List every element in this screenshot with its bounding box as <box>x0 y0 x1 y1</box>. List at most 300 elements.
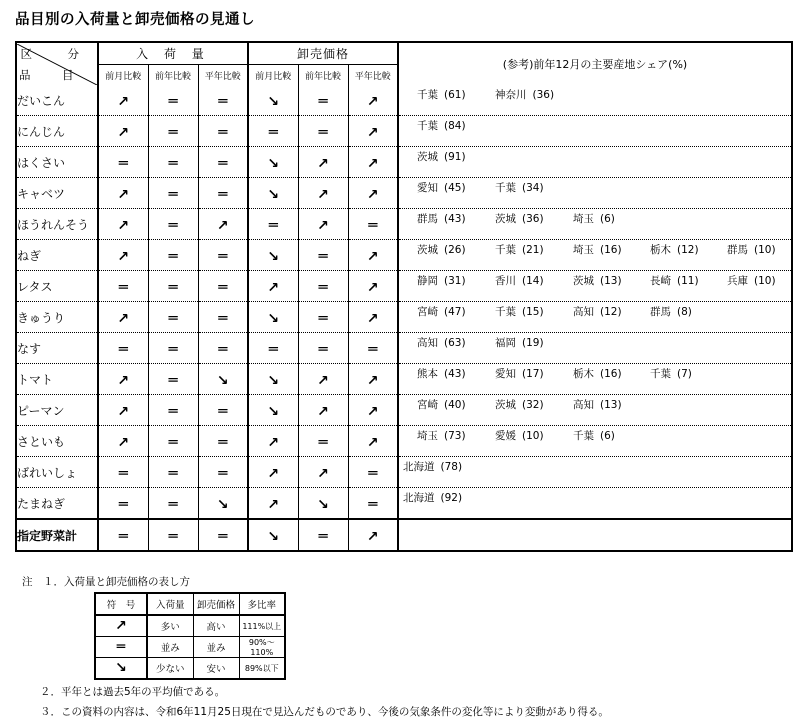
kubun-label: 区 分 <box>20 46 91 61</box>
share-prefecture: 長崎 <box>650 275 671 287</box>
price-normal-cell <box>348 395 398 426</box>
share-percent: (6) <box>600 213 615 225</box>
arrival-year-cell <box>148 85 198 116</box>
equal-icon: ═ <box>168 277 178 296</box>
share-entry <box>573 304 622 319</box>
table-row <box>16 488 792 520</box>
price-year-cell <box>298 85 348 116</box>
share-entry <box>417 87 466 102</box>
up-arrow-icon: ↗ <box>366 434 379 451</box>
up-arrow-icon: ↗ <box>366 372 379 389</box>
share-entry <box>573 273 622 288</box>
share-prefecture: 神奈川 <box>495 89 527 101</box>
note-3: ３．この資料の内容は、令和6年11月25日現在で見込んだものであり、今後の気象条件の変化等により変動があり得る。 <box>40 706 609 718</box>
up-arrow-icon: ↗ <box>317 186 329 203</box>
share-percent: (26) <box>444 244 466 256</box>
arrival-month-cell <box>98 395 148 426</box>
share-entry <box>417 366 466 381</box>
down-arrow-icon: ↘ <box>267 186 280 203</box>
share-percent: (92) <box>440 492 463 504</box>
arrival-year-cell <box>148 488 198 520</box>
equal-icon: ═ <box>95 637 147 658</box>
equal-icon: ═ <box>168 401 178 420</box>
down-arrow-icon: ↘ <box>267 310 280 327</box>
price-month-cell <box>248 395 298 426</box>
sub-header-arrival-month: 前月比較 <box>98 65 148 86</box>
share-percent: (43) <box>444 368 466 380</box>
table-row <box>16 85 792 116</box>
share-percent: (61) <box>444 89 466 101</box>
share-percent: (15) <box>522 306 544 318</box>
legend-arrival: 少ない <box>147 658 193 680</box>
item-name: レタス <box>16 271 98 302</box>
price-month-cell <box>248 147 298 178</box>
equal-icon: ═ <box>168 370 178 389</box>
equal-icon: ═ <box>168 308 178 327</box>
share-entry <box>417 304 466 319</box>
arrival-normal-cell <box>198 240 248 271</box>
table-row <box>16 364 792 395</box>
sub-header-price-year: 前年比較 <box>298 65 348 86</box>
arrival-group-header: 入 荷 量 <box>98 42 248 65</box>
share-percent: (14) <box>522 275 544 287</box>
arrival-month-cell <box>98 426 148 457</box>
arrival-normal-cell <box>198 178 248 209</box>
arrival-year-cell <box>148 457 198 488</box>
share-percent: (10) <box>754 244 776 256</box>
arrival-month-cell <box>98 116 148 147</box>
hinmoku-label: 品 目 <box>19 67 84 82</box>
share-percent: (7) <box>677 368 692 380</box>
arrival-month-cell <box>98 85 148 116</box>
arrival-year-cell <box>148 209 198 240</box>
page-title: 品目別の入荷量と卸売価格の見通し <box>15 12 255 28</box>
share-percent: (11) <box>677 275 699 287</box>
share-cell <box>398 271 792 302</box>
legend-rate: 111%以上 <box>239 615 285 637</box>
up-arrow-icon: ↗ <box>366 279 379 296</box>
down-arrow-icon: ↘ <box>267 403 280 420</box>
equal-icon: ═ <box>368 463 378 482</box>
up-arrow-icon: ↗ <box>117 434 130 451</box>
share-prefecture: 茨城 <box>495 213 516 225</box>
share-percent: (84) <box>444 120 466 132</box>
up-arrow-icon: ↗ <box>317 217 329 234</box>
table-row <box>16 116 792 147</box>
arrival-month-cell <box>98 147 148 178</box>
share-prefecture: 愛知 <box>495 368 516 380</box>
share-entry <box>417 118 466 133</box>
share-prefecture: 香川 <box>495 275 516 287</box>
arrival-month-cell <box>98 209 148 240</box>
reference-header: (参考)前年12月の主要産地シェア(%) <box>398 42 792 85</box>
price-year-cell <box>298 240 348 271</box>
price-month-cell <box>248 333 298 364</box>
price-year-cell <box>298 395 348 426</box>
price-year-cell <box>298 147 348 178</box>
share-cell <box>398 364 792 395</box>
price-month-cell <box>248 85 298 116</box>
corner-header-cell <box>16 42 98 85</box>
up-arrow-icon: ↗ <box>117 124 130 141</box>
item-name: ばれいしょ <box>16 457 98 488</box>
equal-icon: ═ <box>268 339 278 358</box>
up-arrow-icon: ↗ <box>366 528 379 545</box>
price-year-cell <box>298 333 348 364</box>
up-arrow-icon: ↗ <box>117 372 130 389</box>
table-row <box>16 209 792 240</box>
sub-header-price-normal: 平年比較 <box>354 71 391 82</box>
item-name: なす <box>16 333 98 364</box>
share-entry <box>495 242 544 257</box>
legend-rate: 89%以下 <box>239 658 285 680</box>
arrival-normal-cell <box>198 271 248 302</box>
share-cell <box>398 333 792 364</box>
arrival-normal-cell <box>198 302 248 333</box>
share-percent: (40) <box>444 399 466 411</box>
equal-icon: ═ <box>168 246 178 265</box>
legend-header-arrival: 入荷量 <box>147 593 193 615</box>
price-month-cell <box>248 240 298 271</box>
equal-icon: ═ <box>218 401 228 420</box>
equal-icon: ═ <box>118 526 128 545</box>
share-prefecture: 栃木 <box>650 244 671 256</box>
legend-price: 安い <box>193 658 239 680</box>
price-month-cell <box>248 364 298 395</box>
legend-rate: 90%〜110% <box>239 637 285 658</box>
share-cell <box>398 85 792 116</box>
down-arrow-icon: ↘ <box>267 248 280 265</box>
arrival-year-cell <box>148 302 198 333</box>
share-entry <box>495 87 554 102</box>
legend-price: 高い <box>193 615 239 637</box>
share-entry <box>417 428 466 443</box>
share-prefecture: 宮崎 <box>417 306 438 318</box>
price-normal-cell <box>348 333 398 364</box>
share-entry <box>495 180 544 195</box>
equal-icon: ═ <box>218 246 228 265</box>
share-percent: (32) <box>522 399 544 411</box>
price-year-cell <box>298 519 348 551</box>
up-arrow-icon: ↗ <box>117 217 130 234</box>
share-percent: (34) <box>522 182 544 194</box>
price-month-cell <box>248 519 298 551</box>
share-entry <box>403 459 462 474</box>
share-entry <box>650 366 692 381</box>
up-arrow-icon: ↗ <box>117 186 130 203</box>
share-percent: (10) <box>522 430 544 442</box>
table-row <box>16 178 792 209</box>
equal-icon: ═ <box>118 153 128 172</box>
share-prefecture: 高知 <box>573 306 594 318</box>
equal-icon: ═ <box>218 277 228 296</box>
up-arrow-icon: ↗ <box>117 248 130 265</box>
price-normal-cell <box>348 116 398 147</box>
equal-icon: ═ <box>218 463 228 482</box>
equal-icon: ═ <box>218 339 228 358</box>
share-entry <box>417 211 466 226</box>
up-arrow-icon: ↗ <box>267 496 280 513</box>
share-percent: (10) <box>754 275 776 287</box>
sub-header-arrival-year: 前年比較 <box>148 65 198 86</box>
share-prefecture: 千葉 <box>495 244 516 256</box>
item-name: にんじん <box>16 116 98 147</box>
share-prefecture: 茨城 <box>417 244 438 256</box>
price-normal-cell <box>348 519 398 551</box>
arrival-normal-cell <box>198 85 248 116</box>
share-entry <box>417 397 466 412</box>
down-arrow-icon: ↘ <box>95 658 147 680</box>
item-name: 指定野菜計 <box>16 519 98 551</box>
price-normal-cell <box>348 426 398 457</box>
share-prefecture: 栃木 <box>573 368 594 380</box>
share-cell <box>398 426 792 457</box>
price-month-cell <box>248 116 298 147</box>
share-percent: (73) <box>444 430 466 442</box>
share-prefecture: 愛知 <box>417 182 438 194</box>
price-month-cell <box>248 178 298 209</box>
share-cell <box>398 178 792 209</box>
share-percent: (45) <box>444 182 466 194</box>
arrival-month-cell <box>98 271 148 302</box>
up-arrow-icon: ↗ <box>317 403 329 420</box>
price-month-cell <box>248 209 298 240</box>
arrival-normal-cell <box>198 209 248 240</box>
down-arrow-icon: ↘ <box>267 372 280 389</box>
arrival-month-cell <box>98 519 148 551</box>
share-prefecture: 茨城 <box>417 151 438 163</box>
up-arrow-icon: ↗ <box>366 186 379 203</box>
share-entry <box>495 335 544 350</box>
share-percent: (12) <box>677 244 699 256</box>
share-prefecture: 千葉 <box>495 306 516 318</box>
share-prefecture: 千葉 <box>495 182 516 194</box>
share-percent: (8) <box>677 306 692 318</box>
table-row <box>16 147 792 178</box>
up-arrow-icon: ↗ <box>366 403 379 420</box>
up-arrow-icon: ↗ <box>317 372 329 389</box>
share-prefecture: 北海道 <box>403 461 435 473</box>
share-percent: (6) <box>600 430 615 442</box>
note-2: ２．平年とは過去5年の平均値である。 <box>40 686 226 698</box>
table-row <box>16 426 792 457</box>
share-prefecture: 群馬 <box>650 306 671 318</box>
price-normal-cell <box>348 488 398 520</box>
sub-header-arrival-normal: 平年比較 <box>204 71 241 82</box>
price-normal-cell <box>348 457 398 488</box>
price-year-cell <box>298 426 348 457</box>
equal-icon: ═ <box>118 339 128 358</box>
share-percent: (16) <box>600 244 622 256</box>
legend-arrival: 多い <box>147 615 193 637</box>
arrival-month-cell <box>98 457 148 488</box>
item-name: はくさい <box>16 147 98 178</box>
price-year-cell <box>298 271 348 302</box>
share-percent: (47) <box>444 306 466 318</box>
up-arrow-icon: ↗ <box>366 310 379 327</box>
up-arrow-icon: ↗ <box>267 465 280 482</box>
arrival-year-cell <box>148 364 198 395</box>
share-entry <box>495 304 544 319</box>
share-percent: (31) <box>444 275 466 287</box>
arrival-normal-cell <box>198 116 248 147</box>
equal-icon: ═ <box>318 277 328 296</box>
up-arrow-icon: ↗ <box>95 615 147 637</box>
share-cell <box>398 519 792 551</box>
share-cell <box>398 302 792 333</box>
price-month-cell <box>248 271 298 302</box>
share-entry <box>417 335 466 350</box>
share-cell <box>398 240 792 271</box>
table-row <box>16 271 792 302</box>
equal-icon: ═ <box>168 432 178 451</box>
price-normal-cell <box>348 85 398 116</box>
arrival-month-cell <box>98 333 148 364</box>
share-prefecture: 埼玉 <box>417 430 438 442</box>
item-name: さといも <box>16 426 98 457</box>
arrival-normal-cell <box>198 426 248 457</box>
up-arrow-icon: ↗ <box>366 248 379 265</box>
share-percent: (36) <box>532 89 555 101</box>
equal-icon: ═ <box>318 246 328 265</box>
equal-icon: ═ <box>168 122 178 141</box>
equal-icon: ═ <box>318 432 328 451</box>
share-prefecture: 茨城 <box>495 399 516 411</box>
equal-icon: ═ <box>168 339 178 358</box>
equal-icon: ═ <box>168 153 178 172</box>
share-cell <box>398 209 792 240</box>
up-arrow-icon: ↗ <box>366 93 379 110</box>
share-entry <box>495 366 544 381</box>
equal-icon: ═ <box>168 494 178 513</box>
legend-arrival: 並み <box>147 637 193 658</box>
price-month-cell <box>248 488 298 520</box>
share-entry <box>495 211 544 226</box>
share-percent: (13) <box>600 275 622 287</box>
share-entry <box>417 180 466 195</box>
table-row <box>16 240 792 271</box>
share-entry <box>573 428 615 443</box>
price-year-cell <box>298 457 348 488</box>
arrival-normal-cell <box>198 364 248 395</box>
arrival-normal-cell <box>198 519 248 551</box>
equal-icon: ═ <box>218 432 228 451</box>
price-year-cell <box>298 302 348 333</box>
arrival-month-cell <box>98 178 148 209</box>
share-prefecture: 高知 <box>573 399 594 411</box>
arrival-normal-cell <box>198 147 248 178</box>
up-arrow-icon: ↗ <box>117 403 130 420</box>
share-entry <box>727 273 776 288</box>
share-cell <box>398 116 792 147</box>
arrival-year-cell <box>148 519 198 551</box>
share-entry <box>417 149 466 164</box>
arrival-normal-cell <box>198 395 248 426</box>
up-arrow-icon: ↗ <box>117 93 130 110</box>
price-year-cell <box>298 116 348 147</box>
equal-icon: ═ <box>168 526 178 545</box>
share-prefecture: 兵庫 <box>727 275 748 287</box>
share-entry <box>573 211 615 226</box>
arrival-year-cell <box>148 178 198 209</box>
equal-icon: ═ <box>118 463 128 482</box>
legend-price: 並み <box>193 637 239 658</box>
forecast-table <box>15 41 793 552</box>
equal-icon: ═ <box>318 122 328 141</box>
note-1: 注 １．入荷量と卸売価格の表し方 <box>22 576 190 588</box>
legend-header-symbol: 符 号 <box>95 593 147 615</box>
share-percent: (91) <box>444 151 466 163</box>
share-percent: (21) <box>522 244 544 256</box>
share-prefecture: 埼玉 <box>573 213 594 225</box>
share-entry <box>417 273 466 288</box>
price-normal-cell <box>348 302 398 333</box>
table-row <box>16 457 792 488</box>
equal-icon: ═ <box>368 215 378 234</box>
share-prefecture: 埼玉 <box>573 244 594 256</box>
arrival-month-cell <box>98 302 148 333</box>
equal-icon: ═ <box>218 184 228 203</box>
up-arrow-icon: ↗ <box>366 124 379 141</box>
share-percent: (13) <box>600 399 622 411</box>
up-arrow-icon: ↗ <box>317 465 329 482</box>
share-entry <box>573 366 622 381</box>
legend-row <box>95 637 285 658</box>
share-percent: (16) <box>600 368 622 380</box>
arrival-normal-cell <box>198 488 248 520</box>
arrival-normal-cell <box>198 457 248 488</box>
legend-header-price: 卸売価格 <box>193 593 239 615</box>
price-year-cell <box>298 178 348 209</box>
price-normal-cell <box>348 209 398 240</box>
item-name: ピーマン <box>16 395 98 426</box>
price-month-cell <box>248 302 298 333</box>
share-cell <box>398 147 792 178</box>
price-normal-cell <box>348 364 398 395</box>
share-prefecture: 茨城 <box>573 275 594 287</box>
share-cell <box>398 457 792 488</box>
price-year-cell <box>298 364 348 395</box>
arrival-year-cell <box>148 333 198 364</box>
down-arrow-icon: ↘ <box>267 155 280 172</box>
arrival-year-cell <box>148 116 198 147</box>
share-prefecture: 群馬 <box>727 244 748 256</box>
share-prefecture: 福岡 <box>495 337 516 349</box>
equal-icon: ═ <box>318 308 328 327</box>
down-arrow-icon: ↘ <box>216 372 229 389</box>
share-entry <box>650 273 699 288</box>
legend-row <box>95 658 285 680</box>
share-entry <box>573 242 622 257</box>
total-row <box>16 519 792 551</box>
share-entry <box>650 304 692 319</box>
share-prefecture: 熊本 <box>417 368 438 380</box>
equal-icon: ═ <box>218 308 228 327</box>
arrival-year-cell <box>148 426 198 457</box>
equal-icon: ═ <box>318 91 328 110</box>
sub-header-price-month: 前月比較 <box>248 65 298 86</box>
share-percent: (78) <box>440 461 463 473</box>
share-prefecture: 群馬 <box>417 213 438 225</box>
legend-header-rate: 多比率 <box>239 593 285 615</box>
equal-icon: ═ <box>368 494 378 513</box>
item-name: キャベツ <box>16 178 98 209</box>
share-percent: (19) <box>522 337 544 349</box>
up-arrow-icon: ↗ <box>267 279 280 296</box>
share-cell <box>398 488 792 520</box>
share-entry <box>573 397 622 412</box>
share-prefecture: 宮崎 <box>417 399 438 411</box>
